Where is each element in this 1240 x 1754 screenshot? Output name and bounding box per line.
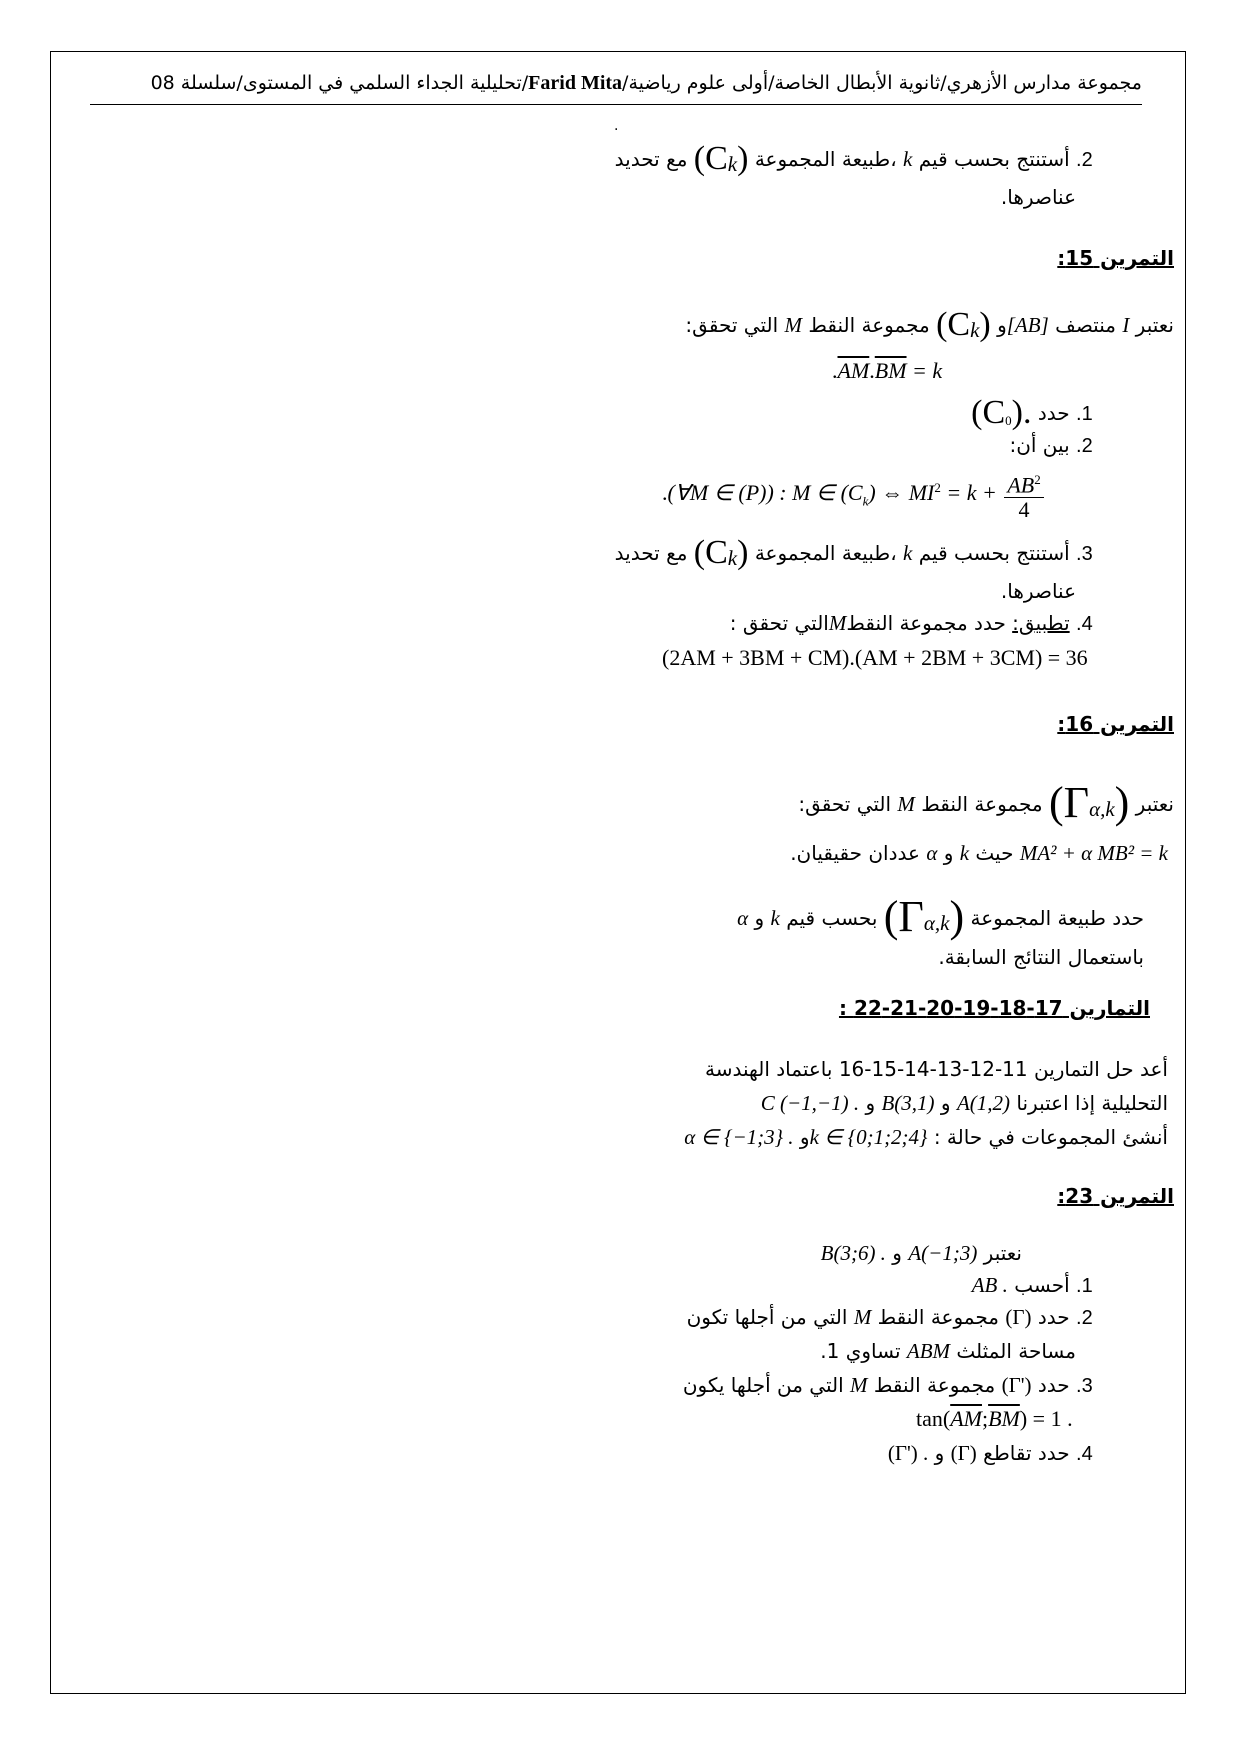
ex15-equivalence: .(∀M ∈ (P)) : M ∈ $(C_k)$ ⇔ $MI^2 = k$ + $\frac{AB^2}{4}$ (662, 468, 1046, 522)
top-item-2-line2: عناصرها. (1000, 185, 1076, 209)
ex23-intro: نعتبر A(−1;3) و B(3;6) . (820, 1241, 1022, 1265)
ex15-condition: $.\overline{AM}.\overline{BM} = k$ (832, 358, 943, 383)
ex23-q3-equation: $\tan(\overline{AM};\overline{BM}) = 1$ . (916, 1406, 1073, 1431)
ex17-line3: أنشئ المجموعات في حالة : k ∈ {0;1;2;4}و α ∈ {−1;3} . (684, 1125, 1168, 1149)
ex17-line2: التحليلية إذا اعتبرنا A(1,2) و B(3,1) و C (−1,−1) . (760, 1091, 1168, 1115)
ex15-q1: 1. حدد $(C_0)$. (971, 394, 1093, 431)
ex15-intro: نعتبر I منتصف [AB]و $(C_k)$ مجموعة النقط M التي تحقق: (685, 306, 1174, 343)
ex15-q2: 2. بين أن: (1009, 433, 1093, 457)
ex16-question-line2: باستعمال النتائج السابقة. (938, 945, 1144, 969)
ex15-q3-line2: عناصرها. (1000, 579, 1076, 603)
ex23-q2: 2. حدد (Γ) مجموعة النقط M التي من أجلها تكون (686, 1305, 1093, 1329)
ex23-q1: 1. أحسب AB . (971, 1273, 1093, 1297)
ex15-title: التمرين 15: (1057, 246, 1174, 270)
ex23-title: التمرين 23: (1057, 1184, 1174, 1208)
ex23-q2-line2: مساحة المثلث ABM تساوي 1. (820, 1339, 1076, 1363)
ex23-q3: 3. حدد (Γ') مجموعة النقط M التي من أجلها يكون (682, 1373, 1093, 1397)
ex15-q4: 4. تطبيق: حدد مجموعة النقطMالتي تحقق : (729, 611, 1093, 635)
top-item-2: 2. أستنتج بحسب قيم k ،طبيعة المجموعة $(C_k)$ مع تحديد (614, 140, 1093, 177)
ex16-condition: MA² + α MB² = k حيث k و α عددان حقيقيان. (790, 841, 1168, 865)
ex17-line1: أعد حل التمارين 11-12-13-14-15-16 باعتماد الهندسة (705, 1057, 1168, 1081)
ex17-22-title: التمارين 17-18-19-20-21-22 : (838, 996, 1150, 1020)
ex15-application-equation: (2AM + 3BM + CM).(AM + 2BM + 3CM) = 36 (662, 645, 1088, 670)
author-name: Farid Mita (528, 72, 623, 94)
stray-dot: . (614, 118, 619, 134)
ex16-intro: نعتبر $(\Gamma_{\alpha,k})$ مجموعة النقط M التي تحقق: (798, 778, 1174, 827)
ex15-q3: 3. أستنتج بحسب قيم k ،طبيعة المجموعة $(C_k)$ مع تحديد (614, 534, 1093, 571)
page-header: مجموعة مدارس الأزهري/ثانوية الأبطال الخاصة/أولى علوم رياضية/Farid Mita/تحليلية الجداء السلمي في المستوى/سلسلة 08 (150, 72, 1142, 94)
header-rule (90, 104, 1142, 105)
ex23-q4: 4. حدد تقاطع (Γ) و (Γ') . (887, 1441, 1093, 1465)
ex16-question: حدد طبيعة المجموعة $(\Gamma_{\alpha,k})$ بحسب قيم k و α (737, 892, 1144, 941)
ex16-title: التمرين 16: (1057, 712, 1174, 736)
